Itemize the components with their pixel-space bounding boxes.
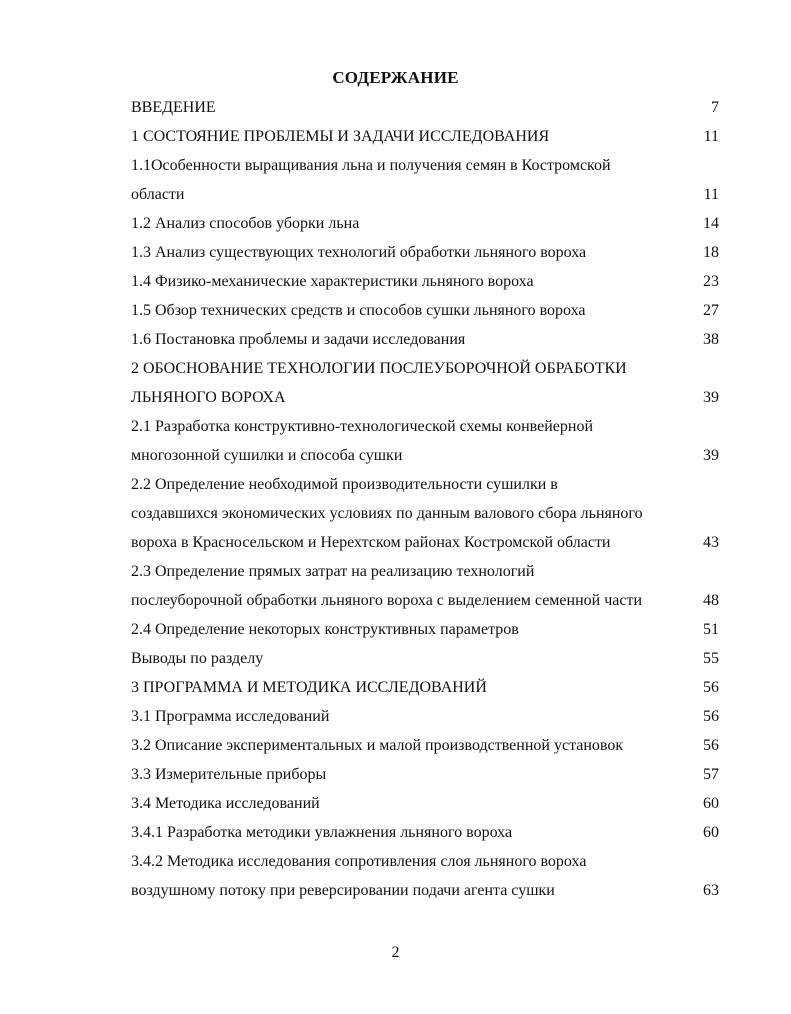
toc-entry-page: 55: [703, 650, 719, 667]
toc-entry: [131, 615, 721, 644]
toc-entry-text: 3 ПРОГРАММА И МЕТОДИКА ИССЛЕДОВАНИЙ: [131, 679, 487, 696]
page-number: 2: [391, 944, 400, 961]
toc-entry-text: 3.4.2 Методика исследования сопротивления слоя льняного вороха: [131, 853, 587, 870]
toc-entry-text: 2 ОБОСНОВАНИЕ ТЕХНОЛОГИИ ПОСЛЕУБОРОЧНОЙ ОБРАБОТКИ: [131, 360, 627, 377]
toc-entry-page: 39: [703, 447, 719, 464]
toc-entry-page: 56: [703, 708, 719, 725]
toc-entry-page: 27: [703, 302, 719, 319]
toc-entry: [131, 644, 721, 673]
toc-entry: [131, 702, 721, 731]
toc-entry-text: многозонной сушилки и способа сушки: [131, 447, 403, 464]
toc-entry: [131, 267, 721, 296]
toc-entry-text: воздушному потоку при реверсировании подачи агента сушки: [131, 882, 555, 899]
toc-entry: [131, 93, 721, 122]
toc-entry: [131, 818, 721, 847]
toc-entry-text: вороха в Красносельском и Нерехтском районах Костромской области: [131, 534, 611, 551]
toc-entry-page: 51: [703, 621, 719, 638]
toc-entry: [131, 412, 721, 470]
toc-entry-text: 2.4 Определение некоторых конструктивных параметров: [131, 621, 519, 638]
toc-entry-text: 3.4 Методика исследований: [131, 795, 320, 812]
toc-entry-page: 63: [703, 882, 719, 899]
toc-entry-page: 48: [703, 592, 719, 609]
toc-entry-page: 7: [711, 99, 719, 116]
toc-entry-text: 1.1Особенности выращивания льна и получения семян в Костромской: [131, 157, 611, 174]
toc-entry-text: 1.5 Обзор технических средств и способов сушки льняного вороха: [131, 302, 586, 319]
toc-entry: [131, 209, 721, 238]
toc-entry-text: 1.4 Физико-механические характеристики льняного вороха: [131, 273, 534, 290]
toc-entry: [131, 238, 721, 267]
toc-entry-text: 1.2 Анализ способов уборки льна: [131, 215, 360, 232]
toc-entry-text: ВВЕДЕНИЕ: [131, 99, 216, 116]
toc-entry-text: 3.4.1 Разработка методики увлажнения льняного вороха: [131, 824, 513, 841]
toc-entry-page: 60: [703, 795, 719, 812]
toc-entry: [131, 789, 721, 818]
toc-entry-text: области: [131, 186, 185, 203]
table-of-contents: [131, 93, 721, 905]
toc-entry-text: Выводы по разделу: [131, 650, 264, 667]
toc-entry: [131, 325, 721, 354]
toc-entry: [131, 151, 721, 209]
toc-entry-text: 1.6 Постановка проблемы и задачи исследования: [131, 331, 466, 348]
toc-entry-text: 1.3 Анализ существующих технологий обработки льняного вороха: [131, 244, 587, 261]
toc-entry-page: 23: [703, 273, 719, 290]
toc-entry-text: 2.2 Определение необходимой производительности сушилки в: [131, 476, 558, 493]
toc-entry-page: 14: [703, 215, 719, 232]
toc-entry: [131, 296, 721, 325]
toc-entry-page: 57: [703, 766, 719, 783]
toc-entry-page: 56: [703, 737, 719, 754]
toc-entry-page: 60: [703, 824, 719, 841]
toc-entry: [131, 760, 721, 789]
toc-entry-page: 56: [703, 679, 719, 696]
toc-entry: [131, 847, 721, 905]
toc-entry: [131, 673, 721, 702]
toc-entry: [131, 354, 721, 412]
page-title: СОДЕРЖАНИЕ: [332, 68, 459, 87]
toc-entry-page: 43: [703, 534, 719, 551]
toc-entry-text: создавшихся экономических условиях по данным валового сбора льняного: [131, 505, 643, 522]
toc-entry-page: 11: [703, 186, 719, 203]
toc-entry-text: ЛЬНЯНОГО ВОРОХА: [131, 389, 286, 406]
toc-entry-text: 3.3 Измерительные приборы: [131, 766, 327, 783]
toc-entry-text: 3.2 Описание экспериментальных и малой производственной установок: [131, 737, 624, 754]
toc-entry-page: 11: [703, 128, 719, 145]
toc-entry: [131, 470, 721, 557]
toc-entry-text: 2.3 Определение прямых затрат на реализацию технологий: [131, 563, 535, 580]
toc-entry-text: 1 СОСТОЯНИЕ ПРОБЛЕМЫ И ЗАДАЧИ ИССЛЕДОВАНИЯ: [131, 128, 550, 145]
toc-entry: [131, 122, 721, 151]
toc-entry-text: послеуборочной обработки льняного вороха с выделением семенной части: [131, 592, 643, 609]
toc-entry: [131, 557, 721, 615]
toc-entry-text: 2.1 Разработка конструктивно-технологической схемы конвейерной: [131, 418, 593, 435]
toc-entry-page: 38: [703, 331, 719, 348]
toc-entry-page: 18: [703, 244, 719, 261]
toc-entry-text: 3.1 Программа исследований: [131, 708, 330, 725]
toc-entry: [131, 731, 721, 760]
toc-entry-page: 39: [703, 389, 719, 406]
